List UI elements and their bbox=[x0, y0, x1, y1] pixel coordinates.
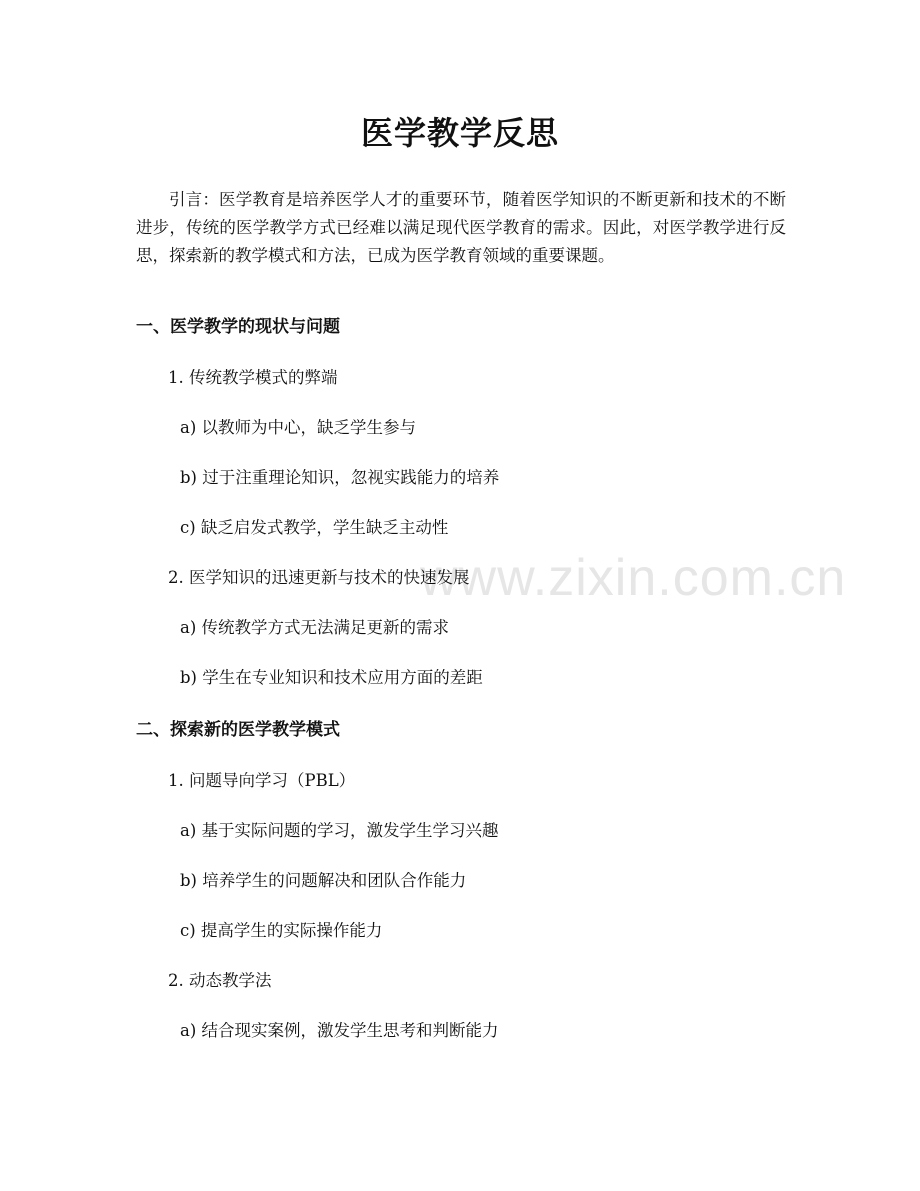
sub-list-item: b) 学生在专业知识和技术应用方面的差距 bbox=[180, 668, 483, 687]
list-item: 2. 动态教学法 bbox=[168, 971, 272, 990]
sub-list-item: a) 以教师为中心，缺乏学生参与 bbox=[180, 418, 417, 437]
section-heading: 二、探索新的医学教学模式 bbox=[136, 720, 340, 740]
sub-list-item: c) 提高学生的实际操作能力 bbox=[180, 921, 383, 940]
intro-paragraph: 引言：医学教育是培养医学人才的重要环节，随着医学知识的不断更新和技术的不断进步，传统的医学教学方式已经难以满足现代医学教育的需求。因此，对医学教学进行反思，探索新的教学模式和方法，已成为医学教育领域的重要课题。 bbox=[136, 190, 786, 265]
watermark: www.zixin.com.cn bbox=[420, 549, 847, 607]
list-item: 1. 问题导向学习（PBL） bbox=[168, 771, 356, 790]
list-item: 2. 医学知识的迅速更新与技术的快速发展 bbox=[168, 568, 470, 587]
document-title: 医学教学反思 bbox=[360, 114, 559, 152]
sub-list-item: b) 过于注重理论知识，忽视实践能力的培养 bbox=[180, 468, 500, 487]
section-heading: 一、医学教学的现状与问题 bbox=[136, 317, 340, 337]
sub-list-item: c) 缺乏启发式教学，学生缺乏主动性 bbox=[180, 518, 449, 537]
sub-list-item: a) 基于实际问题的学习，激发学生学习兴趣 bbox=[180, 821, 499, 840]
sub-list-item: b) 培养学生的问题解决和团队合作能力 bbox=[180, 871, 467, 890]
list-item: 1. 传统教学模式的弊端 bbox=[168, 368, 338, 387]
sub-list-item: a) 传统教学方式无法满足更新的需求 bbox=[180, 618, 450, 637]
sub-list-item: a) 结合现实案例，激发学生思考和判断能力 bbox=[180, 1021, 499, 1040]
